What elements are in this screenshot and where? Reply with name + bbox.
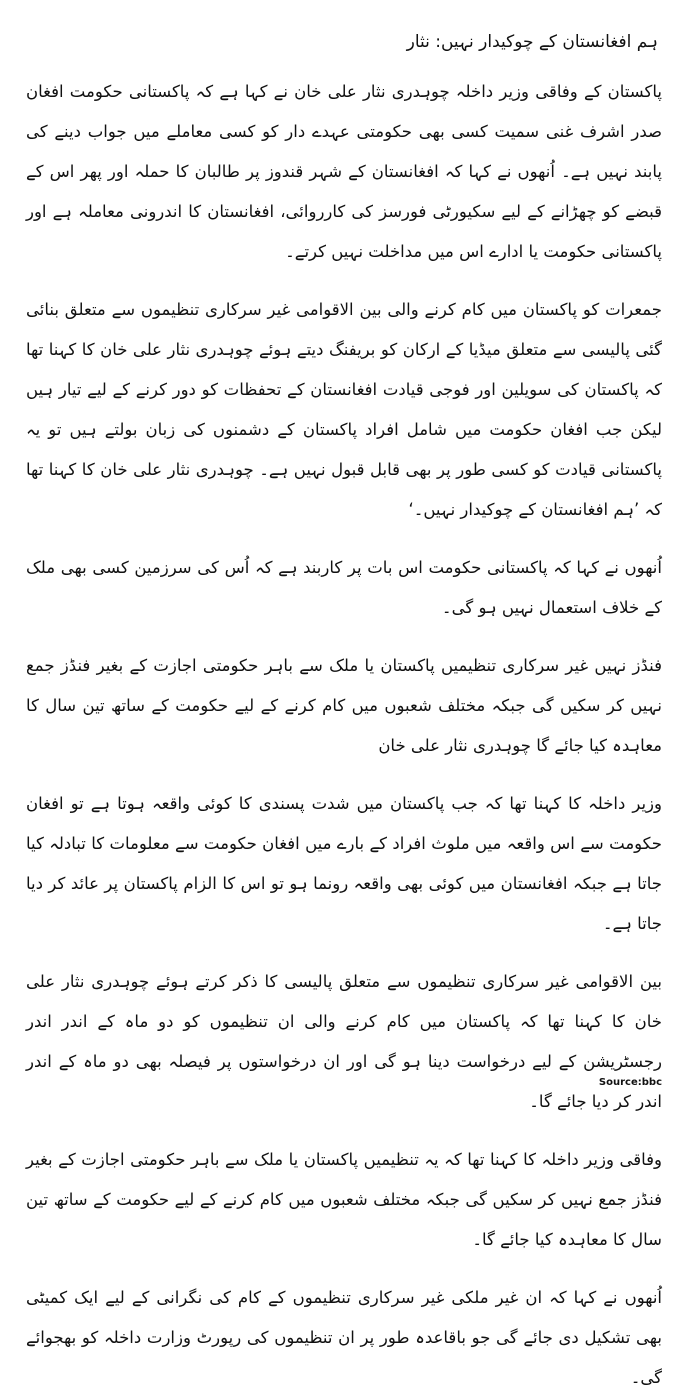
article-paragraph-7: وفاقی وزیر داخلہ کا کہنا تھا کہ یہ تنظیمیں پاکستان یا ملک سے باہر حکومتی اجازت کے بغیر فنڈز جمع نہیں کر سکیں گی جبکہ مختلف شعبوں میں کام کرنے کے لیے حکومت کے ساتھ تین سال کا معاہدہ کیا جائے گا۔ [26, 1150, 662, 1249]
article-title: ہم افغانستان کے چوکیدار نہیں: نثار [406, 32, 658, 52]
article-paragraph-1: پاکستان کے وفاقی وزیر داخلہ چوہدری نثار علی خان نے کہا ہے کہ پاکستانی حکومت افغان صدر اشرف غنی سمیت کسی بھی حکومتی عہدے دار کو کسی معاملے میں جواب دینے کی پابند نہیں ہے۔ اُنھوں نے کہا کہ افغانستان کے شہر قندوز پر طالبان کا حملہ اور پھر اس کے قبضے کو چھڑانے کے لیے سکیورٹی فورسز کی کارروائی، افغانستان کا اندرونی معاملہ ہے اور پاکستانی حکومت یا ادارے اس میں مداخلت نہیں کرتے۔ [26, 82, 662, 261]
article-paragraph-6: بین الاقوامی غیر سرکاری تنظیموں سے متعلق پالیسی کا ذکر کرتے ہوئے چوہدری نثار علی خان کا کہنا تھا کہ پاکستان میں کام کرنے والی ان تنظیموں کو دو ماہ کے اندر اندر رجسٹریشن کے لیے درخواست دینا ہو گی اور ان درخواستوں پر فیصلہ بھی دو ماہ کے اندر اندر کر دیا جائے گا۔ [26, 972, 662, 1111]
source-credit: Source:bbc [598, 1077, 662, 1088]
article-paragraph-2: جمعرات کو پاکستان میں کام کرنے والی بین الاقوامی غیر سرکاری تنظیموں سے متعلق بنائی گئی پالیسی سے متعلق میڈیا کے ارکان کو بریفنگ دیتے ہوئے چوہدری نثار علی خان کا کہنا تھا کہ پاکستان کی سویلین اور فوجی قیادت افغانستان کے تحفظات کو دور کرنے کے لیے تیار ہیں لیکن جب افغان حکومت میں شامل افراد پاکستان کے دشمنوں کی زبان بولتے ہیں تو یہ پاکستانی قیادت کو کسی طور پر بھی قابل قبول نہیں ہے۔ چوہدری نثار علی خان کا کہنا تھا کہ ’ہم افغانستان کے چوکیدار نہیں۔‘ [26, 300, 662, 519]
article-paragraph-5: وزیر داخلہ کا کہنا تھا کہ جب پاکستان میں شدت پسندی کا کوئی واقعہ ہوتا ہے تو افغان حکومت سے اس واقعہ میں ملوث افراد کے بارے میں افغان حکومت سے معلومات کا تبادلہ کیا جاتا ہے جبکہ افغانستان میں کوئی بھی واقعہ رونما ہو تو اس کا الزام پاکستان پر عائد کر دیا جاتا ہے۔ [26, 794, 662, 933]
article-paragraph-8: اُنھوں نے کہا کہ ان غیر ملکی غیر سرکاری تنظیموں کے کام کی نگرانی کے لیے ایک کمیٹی بھی تشکیل دی جائے گی جو باقاعدہ طور پر ان تنظیموں کی رپورٹ وزارت داخلہ کو بھجوائے گی۔ [26, 1288, 662, 1387]
article-paragraph-4: فنڈز نہیں غیر سرکاری تنظیمیں پاکستان یا ملک سے باہر حکومتی اجازت کے بغیر فنڈز جمع نہیں کر سکیں گی جبکہ مختلف شعبوں میں کام کرنے کے لیے حکومت کے ساتھ تین سال کا معاہدہ کیا جائے گا چوہدری نثار علی خان [26, 656, 662, 755]
article-paragraph-3: اُنھوں نے کہا کہ پاکستانی حکومت اس بات پر کاربند ہے کہ اُس کی سرزمین کسی بھی ملک کے خلاف استعمال نہیں ہو گی۔ [26, 558, 662, 617]
